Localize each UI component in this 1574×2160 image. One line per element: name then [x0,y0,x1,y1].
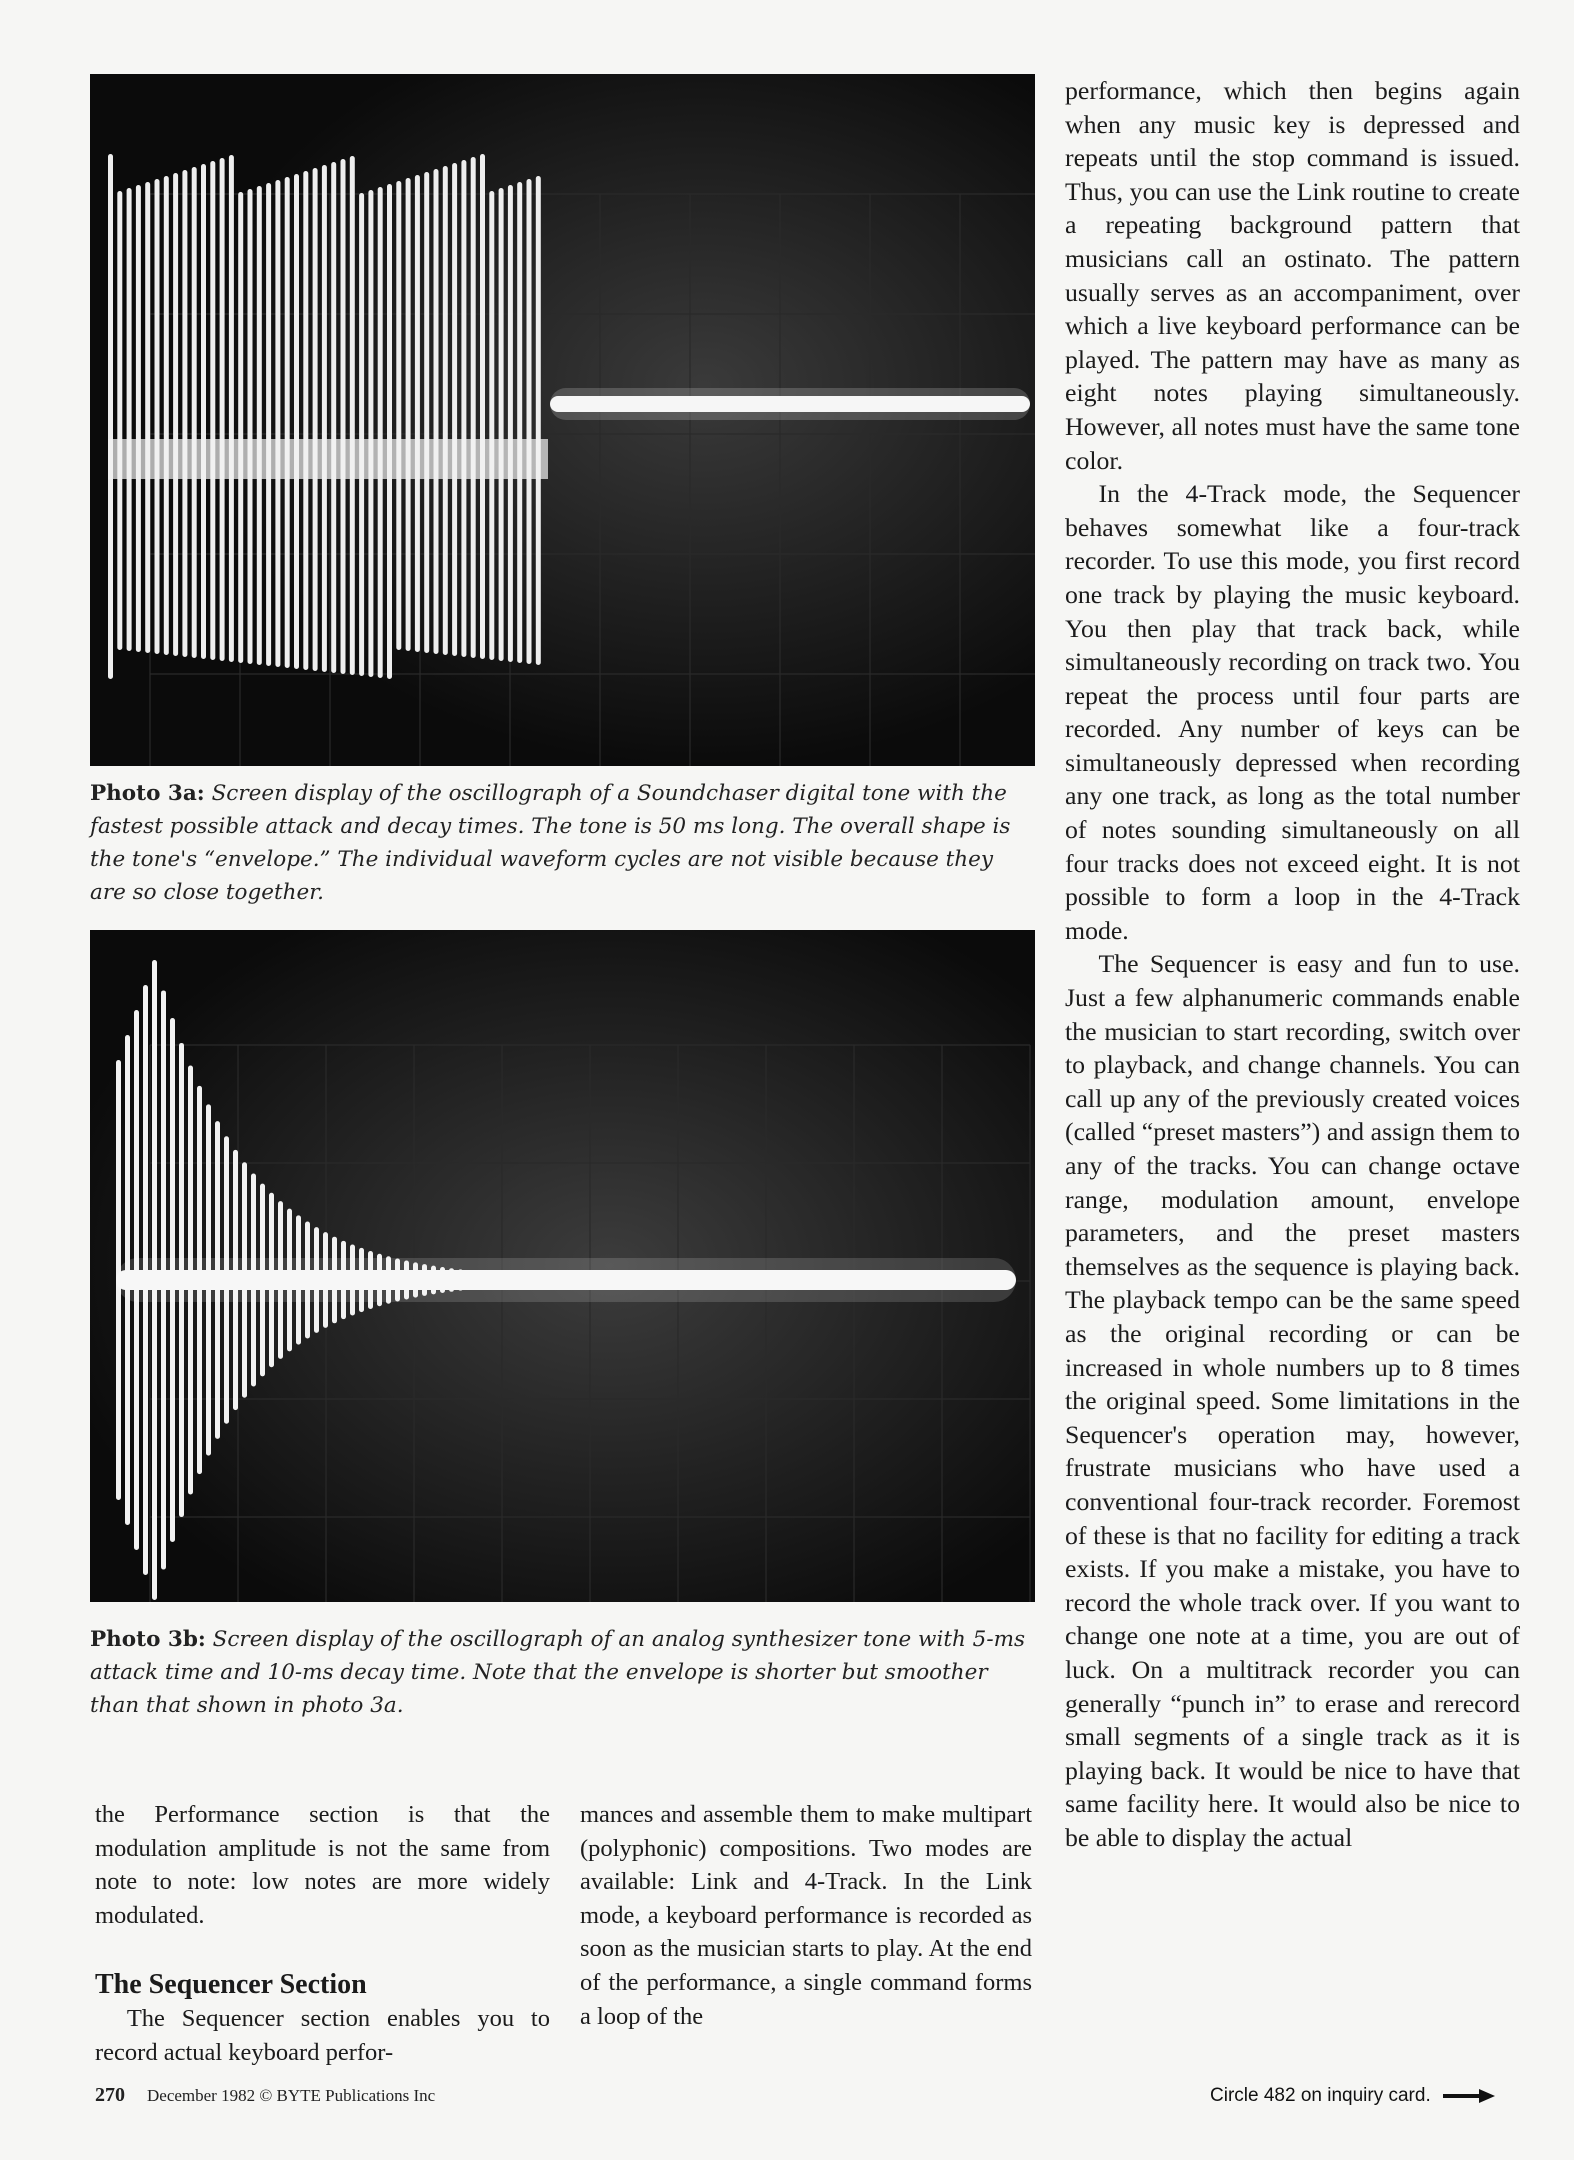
waveform-cycle [480,154,485,659]
waveform-cycle [257,186,262,665]
waveform-cycle [452,163,457,656]
waveform-cycle [434,169,439,654]
waveform-cycle [396,181,401,650]
waveform-cycle [127,188,132,651]
waveform-cycle [164,176,169,655]
right-arrow-icon [1443,2089,1495,2103]
waveform-cycle [341,159,346,674]
waveform-cycle [117,191,122,650]
waveform-cycle [145,182,150,653]
waveform-cycle [201,164,206,659]
paragraph: performance, which then begins again when any music key is depressed and repeats until the stop command is issued. Thus, you can use the Link routine to create a repeating background pattern that musicians call an ostinato. The pattern usually serves as an accompaniment, over which a live keyboard performance can be played. The pattern may have as many as eight notes playing simultaneously. However, all notes must have the same tone color. [1065,76,1520,475]
waveform-cycle [471,157,476,658]
waveform-cycle [238,192,243,663]
page-footer [95,2084,435,2107]
baseline-glow [116,1258,1016,1302]
paragraph: the Performance section is that the modulation amplitude is not the same from note to note: low notes are more widely modulated. [95,1801,550,1929]
waveform-band [108,439,548,479]
photo-3a-label: Photo 3a: [90,781,205,806]
photo-3b-label: Photo 3b: [90,1627,206,1652]
waveform-cycle [517,182,522,663]
waveform-cycle [275,180,280,667]
photo-3a-caption-text: Screen display of the oscillograph of a Soundchaser digital tone with the fastest possible attack and decay times. The tone is 50 ms long. The overall shape is the tone's “envelope.” The individual waveform cycles are not visible because they are so close together. [90,781,1011,905]
oscillograph-image-digital-tone [90,74,1035,766]
waveform-cycle [313,168,318,671]
waveform-cycle [192,167,197,658]
paragraph: The Sequencer section enables you to record actual keyboard perfor- [95,2005,550,2066]
waveform-cycle [527,179,532,664]
waveform-cycle [387,184,392,679]
paragraph: In the 4-Track mode, the Sequencer behaves somewhat like a four-track recorder. To use this mode, you first record one track by playing the music keyboard. You then play that track back, while simultaneously recording on track two. You repeat the process until four parts are recorded. Any number of keys can be simultaneously depressed when recording any one track, as long as the total number of notes sounding simultaneously on all four tracks does not exceed eight. It is not possible to form a loop in the 4-Track mode. [1065,479,1520,945]
waveform-cycle [322,165,327,672]
inquiry-note [1210,2085,1495,2107]
waveform-cycle [303,171,308,670]
waveform-cycle [359,193,364,676]
left-text-column [95,1798,550,2070]
waveform-cycle [229,155,234,662]
waveform-cycle [331,162,336,673]
section-heading: The Sequencer Section [95,1969,367,2001]
waveform-cycle [210,161,215,660]
waveform-cycle [368,190,373,677]
waveform-cycle [248,189,253,664]
inquiry-text: Circle 482 on inquiry card. [1210,2085,1431,2106]
waveform-cycle [220,158,225,661]
waveform-cycle [424,172,429,653]
waveform-cycle [443,166,448,655]
waveform-cycle [415,175,420,652]
waveform-cycle [155,179,160,654]
waveform-cycle [406,178,411,651]
paragraph: mances and assemble them to make multipart (polyphonic) compositions. Two modes are available: Link and 4-Track. In the Link mode, a keyboard performance is recorded as soon as the musician starts to play. At the end of the performance, a single command forms a loop of the [580,1801,1032,2030]
page-number: 270 [95,2084,125,2106]
waveform-cycle [108,154,113,679]
waveform-cycle [294,174,299,669]
paragraph: The Sequencer is easy and fun to use. Just a few alphanumeric commands enable the musician to start recording, switch over to playback, and change channels. You can call up any of the previously created voices (called “preset masters”) and assign them to any of the tracks. You can change octave range, modulation amount, envelope parameters, and the preset masters themselves as the sequence is playing back. The playback tempo can be the same speed as the original recording or can be increased in whole numbers up to 8 times the original speed. Some limitations in the Sequencer's operation may, however, frustrate musicians who have used a conventional four-track recorder. Foremost of these is that no facility for editing a track exists. If you make a mistake, you have to record the whole track over. If you want to change one note at a time, you are out of luck. On a multitrack recorder you can generally “punch in” to erase and rerecord small segments of a single track as it is playing back. It would be nice to have that same facility here. It would also be nice to be able to display the actual [1065,949,1520,1852]
baseline-glow [550,388,1030,420]
waveform-cycle [266,183,271,666]
middle-text-column [580,1798,1032,2033]
waveform-cycle [536,176,541,665]
oscillograph-image-analog-tone [90,930,1035,1602]
photo-3a-caption [90,777,1035,909]
waveform-cycle [285,177,290,668]
waveform-cycle [182,170,187,657]
photo-3b-caption [90,1623,1035,1722]
waveform-cycle [350,156,355,675]
waveform-cycle [136,185,141,652]
publication-line: December 1982 © BYTE Publications Inc [147,2086,436,2105]
waveform-cycle [489,191,494,660]
photo-3b-oscillograph [90,930,1035,1602]
right-text-column [1065,74,1520,1854]
waveform-cycle [508,185,513,662]
waveform-cycle [499,188,504,661]
photo-3a-oscillograph [90,74,1035,766]
photo-3b-caption-text: Screen display of the oscillograph of an analog synthesizer tone with 5-ms attack time and 10-ms decay time. Note that the envelope is shorter but smoother than that shown in photo 3a. [90,1627,1026,1718]
waveform-cycle [461,160,466,657]
waveform-cycle [173,173,178,656]
waveform-cycle [378,187,383,678]
